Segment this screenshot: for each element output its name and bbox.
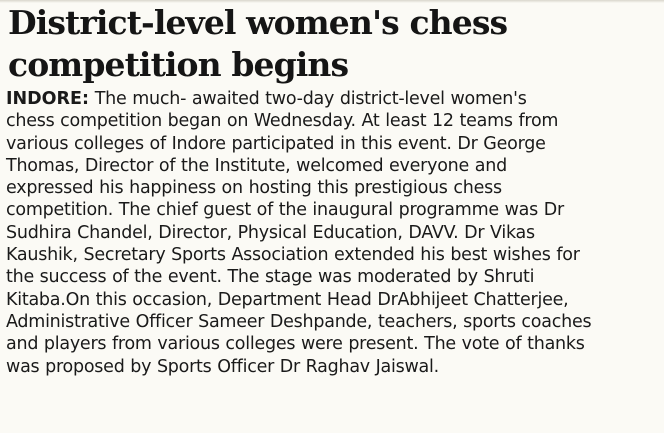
- article-body: [6, 88, 664, 378]
- body-line-4: Thomas, Director of the Institute, welcomed everyone and: [6, 155, 507, 176]
- body-line-3: various colleges of Indore participated in this event. Dr George: [6, 133, 546, 154]
- body-line-8: Kaushik, Secretary Sports Association extended his best wishes for: [6, 245, 580, 266]
- body-line-6: competition. The chief guest of the inaugural programme was Dr: [6, 200, 564, 221]
- body-line-1-text: The much- awaited two-day district-level women's: [89, 89, 527, 109]
- headline-line-2: competition begins: [8, 45, 349, 84]
- headline-line-1: District-level women's chess: [8, 3, 508, 42]
- body-line-12: and players from various colleges were present. The vote of thanks: [6, 334, 585, 355]
- body-line-2: chess competition began on Wednesday. At least 12 teams from: [6, 111, 559, 132]
- body-line-13: was proposed by Sports Officer Dr Raghav Jaiswal.: [6, 356, 439, 377]
- article-headline: [8, 2, 658, 86]
- body-line-11: Administrative Officer Sameer Deshpande, teachers, sports coaches: [6, 311, 592, 332]
- body-line-5: expressed his happiness on hosting this prestigious chess: [6, 178, 502, 199]
- body-line-9: the success of the event. The stage was moderated by Shruti: [6, 267, 535, 288]
- body-line-1: [6, 88, 664, 110]
- dateline: INDORE:: [6, 89, 89, 109]
- body-line-10: Kitaba.On this occasion, Department Head DrAbhijeet Chatterjee,: [6, 289, 569, 310]
- body-line-7: Sudhira Chandel, Director, Physical Education, DAVV. Dr Vikas: [6, 222, 535, 243]
